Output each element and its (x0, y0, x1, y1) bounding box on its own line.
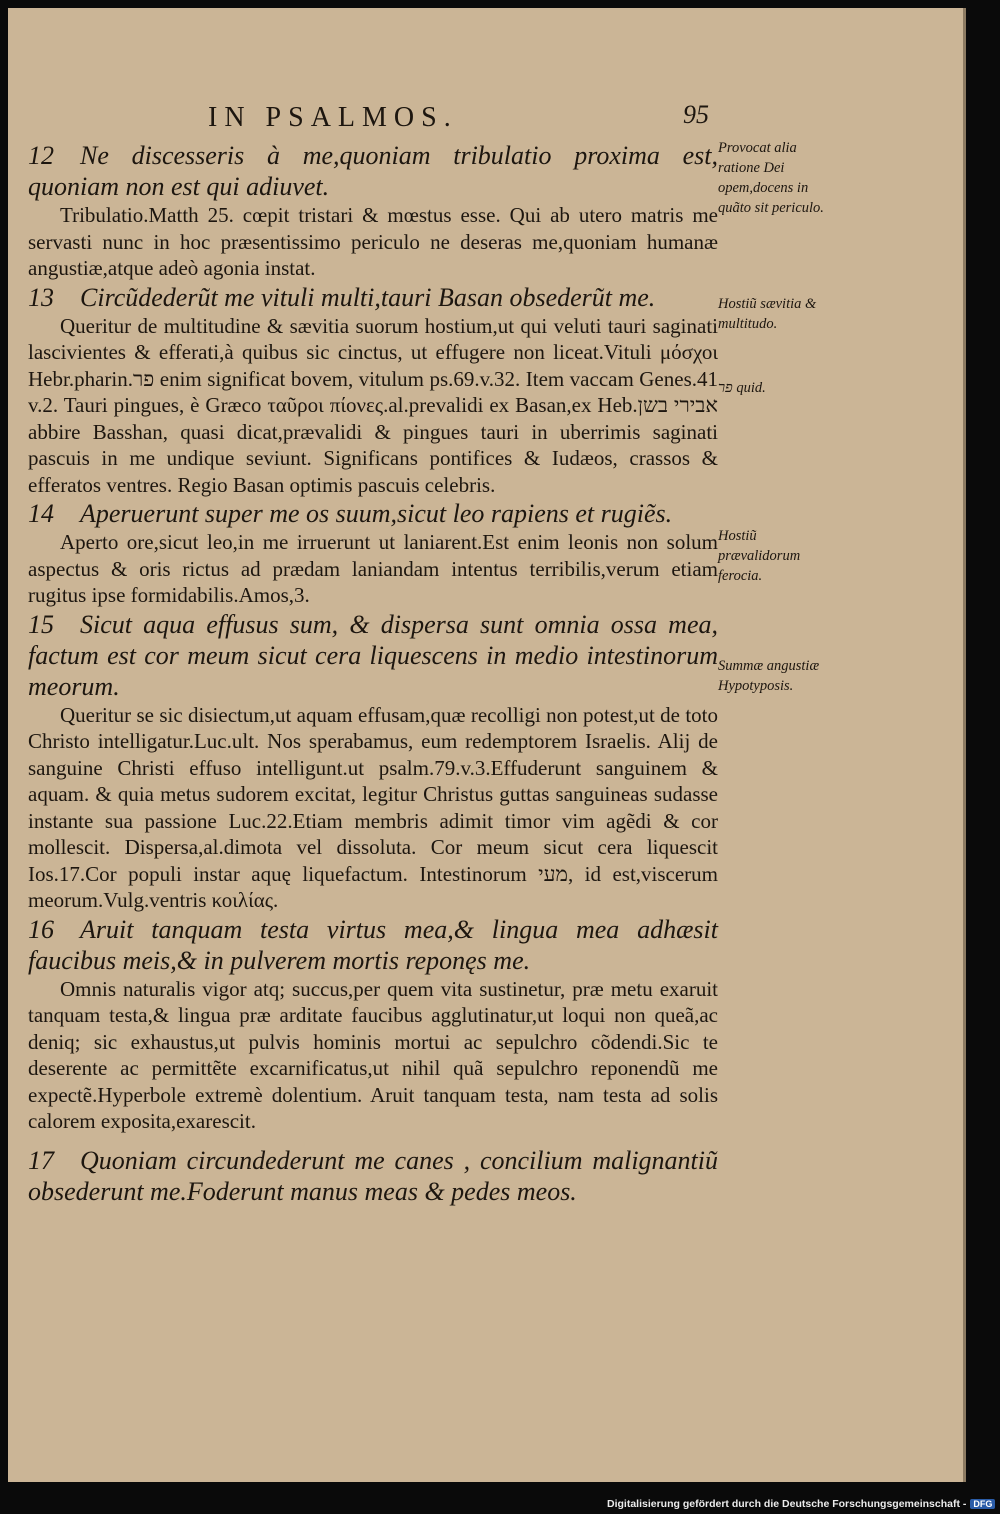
verse-text: Circũdederũt me vituli multi,tauri Basan obsederũt me. (80, 282, 656, 312)
commentary-16: Omnis naturalis vigor atq; succus,per quem vita sustinetur, præ metu exaruit tanquam testa,& lingua præ arditate faucibus agglutinatur,ut loqui non queã,ac deniq; sic exhaustus,ut pulvis hominis mortui ac sepulchro cõdendi.Sic te deserente ac permittẽte excarnificatus,ut nihil quã sepulchro reponendũ me expectẽ.Hyperbole extremè dolentium. Aruit tanquam testa, nam testa ad solis calorem exposita,exarescit. (28, 976, 718, 1133)
dfg-logo: DFG (970, 1499, 995, 1509)
verse-text: Ne discesseris à me,quoniam tribulatio proxima est, quoniam non est qui adiuvet. (28, 141, 718, 201)
verse-number: 15 (28, 609, 54, 639)
verse-number: 17 (28, 1145, 54, 1175)
main-text-column (28, 140, 718, 1207)
running-head: IN PSALMOS. (208, 102, 458, 133)
verse-15 (28, 609, 718, 702)
verse-12 (28, 140, 718, 202)
verse-number: 16 (28, 914, 54, 944)
verse-number: 14 (28, 499, 54, 528)
marginal-note: Hostiũ sævitia & multitudo. (718, 296, 817, 332)
commentary-15: Queritur se sic disiectum,ut aquam effusam,quæ recolligi non potest,ut de toto Christo intelligatur.Luc.ult. Nos sperabamus, eum redemptorem Israelis. Alij de sanguine Christi effuso intelligunt.ut psalm.79.v.3.Effuderunt sanguinem & aquam. & quia metus sudorem excitat, legitur Christus guttas sanguineas sudasse instante sua passione Luc.22.Etiam membris adimit timor vim agẽdi & cor mollescit. Dispersa,al.dimota vel dissoluta. Cor meum sicut cera liquescit Ios.17.Cor populi instar aquę liquefactum. Intestinorum מעי, id est,viscerum meorum.Vulg.ventris κοιλίας. (28, 702, 719, 912)
digitization-credit (607, 1498, 995, 1510)
verse-text: Sicut aqua effusus sum, & dispersa sunt omnia ossa mea, factum est cor meum sicut cera liquescens in medio intestinorum meorum. (28, 609, 718, 701)
book-page (8, 8, 966, 1482)
verse-number: 12 (28, 141, 54, 170)
verse-text: Aruit tanquam testa virtus mea,& lingua mea adhæsit faucibus meis,& in pulverem mortis reponęs me. (28, 914, 718, 975)
marginal-note: Hostiũ prævalidorum ferocia. (718, 528, 801, 584)
verse-14 (28, 498, 718, 529)
page-number: 95 (683, 100, 709, 129)
verse-number: 13 (28, 282, 54, 312)
marginal-note: Summæ angustiæ Hypotyposis. (718, 658, 820, 694)
marginal-note: פר quid. (718, 380, 766, 396)
commentary-12: Tribulatio.Matth 25. cœpit tristari & mœstus esse. Qui ab utero matris me servasti nunc in hoc præsentissimo periculo ne deseras me,quoniam humanæ angustiæ,atque adeò agonia instat. (28, 203, 718, 280)
commentary-13: Queritur de multitudine & sævitia suorum hostium,ut qui veluti tauri saginati lascivientes & efferati,à quibus sic cinctus, ut effugere non liceat.Vituli μόσχοι Hebr.pharin.פר enim significat bovem, vitulum ps.69.v.32. Item vaccam Genes.41 v.2. Tauri pingues, è Græco ταῦροι πίονες.al.prevalidi ex Basan,ex Heb.אבירי בשן abbire Basshan, quasi dicat,prævalidi & pingues tauri in uberrimis saginati pascuis in me undique seviunt. Significans pontifices & Iudæos, crassos & efferatos ventres. Regio Basan optimis pascuis celebris. (28, 313, 718, 497)
verse-16 (28, 914, 718, 976)
marginal-note: Provocat alia ratione Dei opem,docens in quãto sit periculo. (718, 140, 824, 216)
digitization-text: Digitalisierung gefördert durch die Deutsche Forschungsgemeinschaft - (607, 1498, 967, 1510)
verse-17 (28, 1145, 718, 1207)
commentary-14: Aperto ore,sicut leo,in me irruerunt ut laniarent.Est enim leonis non solum aspectus & oris rictus ad prædam laniandam intentus terribilis,verum etiam rugitus ipse formidabilis.Amos,3. (28, 530, 718, 607)
verse-text: Quoniam circundederunt me canes , concilium malignantiũ obsederunt me.Foderunt manus meas & pedes meos. (28, 1145, 718, 1206)
verse-13 (28, 282, 718, 313)
verse-text: Aperuerunt super me os suum,sicut leo rapiens et rugiẽs. (80, 499, 673, 528)
